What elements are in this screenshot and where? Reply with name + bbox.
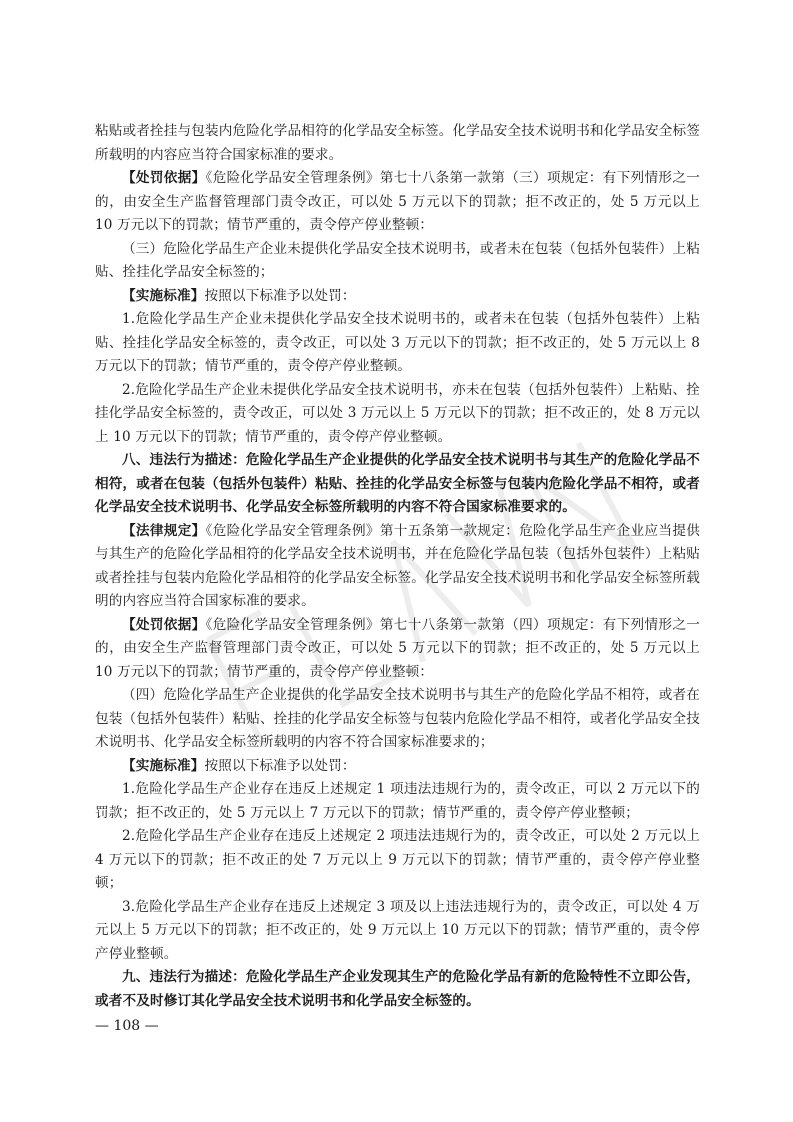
section-heading-9: 九、违法行为描述：危险化学品生产企业发现其生产的危险化学品有新的危险特性不立即公告，或者不及时修订其化学品安全技术说明书和化学品安全标签的。 (95, 969, 700, 1009)
paragraph-p13: 2.危险化学品生产企业存在违反上述规定 2 项违法违规行为的，责令改正，可以处 2 万元以上 4 万元以下的罚款；拒不改正的处 7 万元以上 9 万元以下的罚款；情节严重的，责令停产停业整顿； (95, 828, 700, 891)
paragraph-p11: 【实施标准】按照以下标准予以处罚： (122, 757, 356, 774)
paragraph-p01: 粘贴或者拴挂与包装内危险化学品相符的化学品安全标签。化学品安全技术说明书和化学品安全标签所载明的内容应当符合国家标准的要求。 (95, 123, 700, 163)
bracket-label: 【实施标准】 (122, 287, 205, 304)
bracket-label: 【实施标准】 (122, 757, 205, 774)
section-heading-8: 八、违法行为描述：危险化学品生产企业提供的化学品安全技术说明书与其生产的危险化学品不相符，或者在包装（包括外包装件）粘贴、拴挂的化学品安全标签与包装内危险化学品不相符，或者化学品安全技术说明书、化学品安全标签所载明的内容不符合国家标准要求的。 (95, 452, 700, 515)
paragraph-p12: 1.危险化学品生产企业存在违反上述规定 1 项违法违规行为的，责令改正，可以 2 万元以下的罚款；拒不改正的，处 5 万元以上 7 万元以下的罚款；情节严重的，责令停产停业整顿； (95, 781, 700, 821)
paragraph-p05: 1.危险化学品生产企业未提供化学品安全技术说明书的，或者未在包装（包括外包装件）上粘贴、拴挂化学品安全标签的，责令改正，可以处 3 万元以下的罚款；拒不改正的，处 5 万元以上 8 万元以下的罚款；情节严重的，责令停产停业整顿。 (95, 311, 700, 374)
paragraph-p09: 【处罚依据】《危险化学品安全管理条例》第七十八条第一款第（四）项规定：有下列情形之一的，由安全生产监督管理部门责令改正，可以处 5 万元以下的罚款；拒不改正的，处 5 万元以上 10 万元以下的罚款；情节严重的，责令停产停业整顿： (95, 616, 700, 680)
paragraph-p08: 【法律规定】《危险化学品安全管理条例》第十五条第一款规定：危险化学品生产企业应当提供与其生产的危险化学品相符的化学品安全技术说明书，并在危险化学品包装（包括外包装件）上粘贴或者拴挂与包装内危险化学品相符的化学品安全标签。化学品安全技术说明书和化学品安全标签所载明的内容应当符合国家标准的要求。 (95, 522, 700, 609)
paragraph-p14: 3.危险化学品生产企业存在违反上述规定 3 项及以上违法违规行为的，责令改正，可以处 4 万元以上 5 万元以下的罚款；拒不改正的，处 9 万元以上 10 万元以下的罚款；情节严重的，责令停产停业整顿。 (95, 898, 700, 962)
paragraph-p04: 【实施标准】按照以下标准予以处罚： (122, 287, 356, 304)
page-number: — 108 — (95, 1018, 159, 1034)
bracket-label: 【处罚依据】 (122, 616, 206, 633)
paragraph-p03: （三）危险化学品生产企业未提供化学品安全技术说明书，或者未在包装（包括外包装件）上粘贴、拴挂化学品安全标签的； (95, 240, 700, 280)
document-body (95, 120, 700, 1013)
paragraph-p06: 2.危险化学品生产企业未提供化学品安全技术说明书，亦未在包装（包括外包装件）上粘贴、拴挂化学品安全标签的，责令改正，可以处 3 万元以上 5 万元以下的罚款；拒不改正的，处 8 万元以上 10 万元以下的罚款；情节严重的，责令停产停业整顿。 (95, 381, 700, 445)
bracket-label: 【处罚依据】 (122, 170, 206, 186)
bracket-label: 【法律规定】 (122, 522, 206, 539)
paragraph-p02: 【处罚依据】《危险化学品安全管理条例》第七十八条第一款第（三）项规定：有下列情形之一的，由安全生产监督管理部门责令改正，可以处 5 万元以下的罚款；拒不改正的，处 5 万元以上 10 万元以下的罚款；情节严重的，责令停产停业整顿： (95, 170, 700, 233)
paragraph-p10: （四）危险化学品生产企业提供的化学品安全技术说明书与其生产的危险化学品不相符，或者在包装（包括外包装件）粘贴、拴挂的化学品安全标签与包装内危险化学品不相符，或者化学品安全技术说明书、化学品安全标签所载明的内容不符合国家标准要求的； (95, 687, 700, 750)
